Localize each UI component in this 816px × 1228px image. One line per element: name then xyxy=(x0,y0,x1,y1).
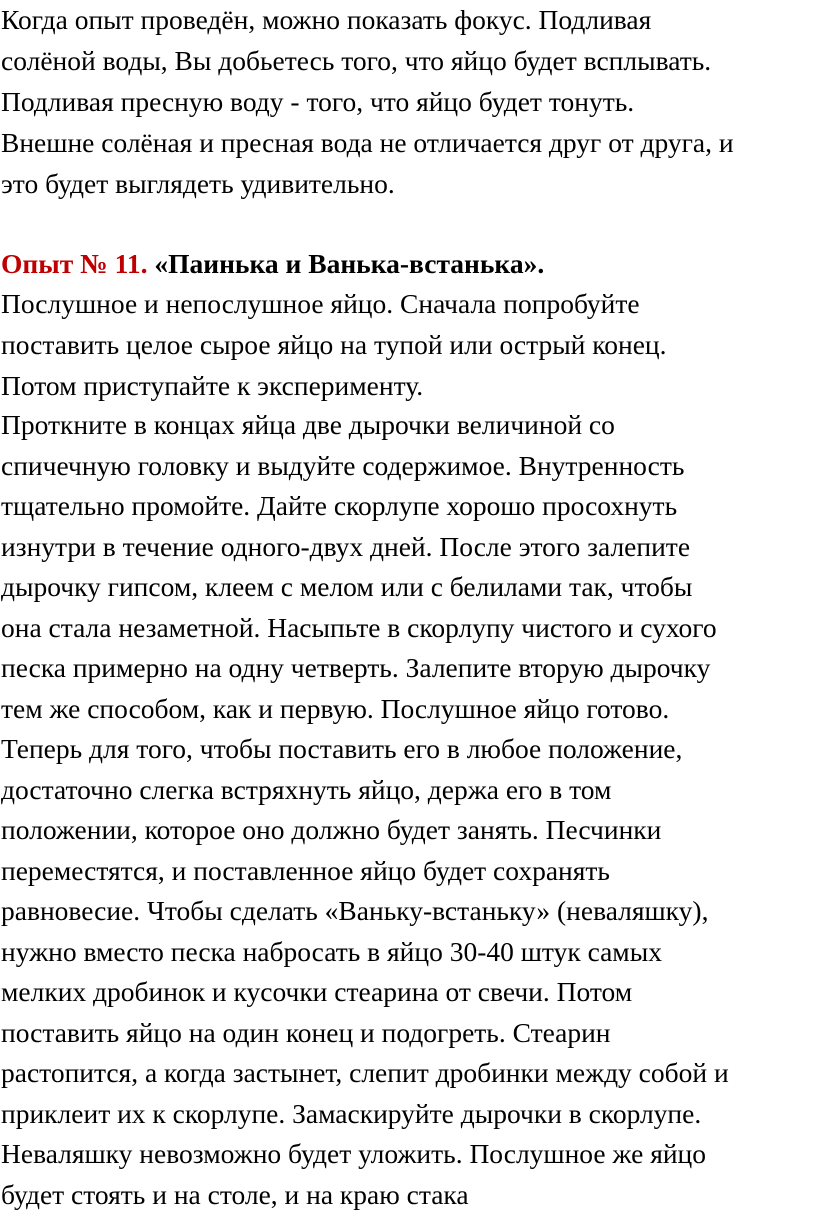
text-line: растопится, а когда застынет, слепит дробинки между собой и xyxy=(1,1057,729,1088)
text-line: приклеит их к скорлупе. Замаскируйте дырочки в скорлупе. xyxy=(1,1098,702,1129)
text-line: Потом приступайте к эксперименту. xyxy=(1,370,424,401)
text-line: будет стоять и на столе, и на краю стака xyxy=(1,1179,469,1210)
text-line: солёной воды, Вы добьетесь того, что яйцо будет всплывать. xyxy=(1,45,712,76)
text-line: дырочку гипсом, клеем с мелом или с белилами так, чтобы xyxy=(1,571,693,602)
text-line: поставить яйцо на один конец и подогреть. Стеарин xyxy=(1,1017,611,1048)
experiment-heading xyxy=(1,244,544,284)
text-line: тем же способом, как и первую. Послушное яйцо готово. xyxy=(1,693,670,724)
text-line: поставить целое сырое яйцо на тупой или острый конец. xyxy=(1,329,667,360)
text-line: песка примерно на одну четверть. Залепите вторую дырочку xyxy=(1,652,711,683)
text-line: она стала незаметной. Насыпьте в скорлупу чистого и сухого xyxy=(1,612,717,643)
text-line: равновесие. Чтобы сделать «Ваньку-встаньку» (неваляшку), xyxy=(1,895,709,926)
text-line: достаточно слегка встряхнуть яйцо, держа его в том xyxy=(1,774,612,805)
experiment-title: «Паинька и Ванька-встанька». xyxy=(147,248,545,279)
text-line: изнутри в течение одного-двух дней. После этого залепите xyxy=(1,531,691,562)
text-line: Проткните в концах яйца две дырочки величиной со xyxy=(1,409,615,440)
text-line: Теперь для того, чтобы поставить его в любое положение, xyxy=(1,733,683,764)
text-line: Внешне солёная и пресная вода не отличается друг от друга, и xyxy=(1,127,734,158)
text-line: Послушное и непослушное яйцо. Сначала попробуйте xyxy=(1,288,640,319)
text-line: тщательно промойте. Дайте скорлупе хорошо просохнуть xyxy=(1,490,678,521)
experiment-number-label: Опыт № 11. xyxy=(1,248,148,279)
text-line: это будет выглядеть удивительно. xyxy=(1,168,395,199)
text-line: мелких дробинок и кусочки стеарина от свечи. Потом xyxy=(1,976,633,1007)
text-line: Неваляшку невозможно будет уложить. Послушное же яйцо xyxy=(1,1138,707,1169)
text-line: Когда опыт проведён, можно показать фокус. Подливая xyxy=(1,4,652,35)
text-line: нужно вместо песка набросать в яйцо 30-40 штук самых xyxy=(1,936,662,967)
text-line: спичечную головку и выдуйте содержимое. Внутренность xyxy=(1,450,685,481)
text-line: переместятся, и поставленное яйцо будет сохранять xyxy=(1,855,610,886)
text-line: Подливая пресную воду - того, что яйцо будет тонуть. xyxy=(1,86,635,117)
text-line: положении, которое оно должно будет занять. Песчинки xyxy=(1,814,662,845)
